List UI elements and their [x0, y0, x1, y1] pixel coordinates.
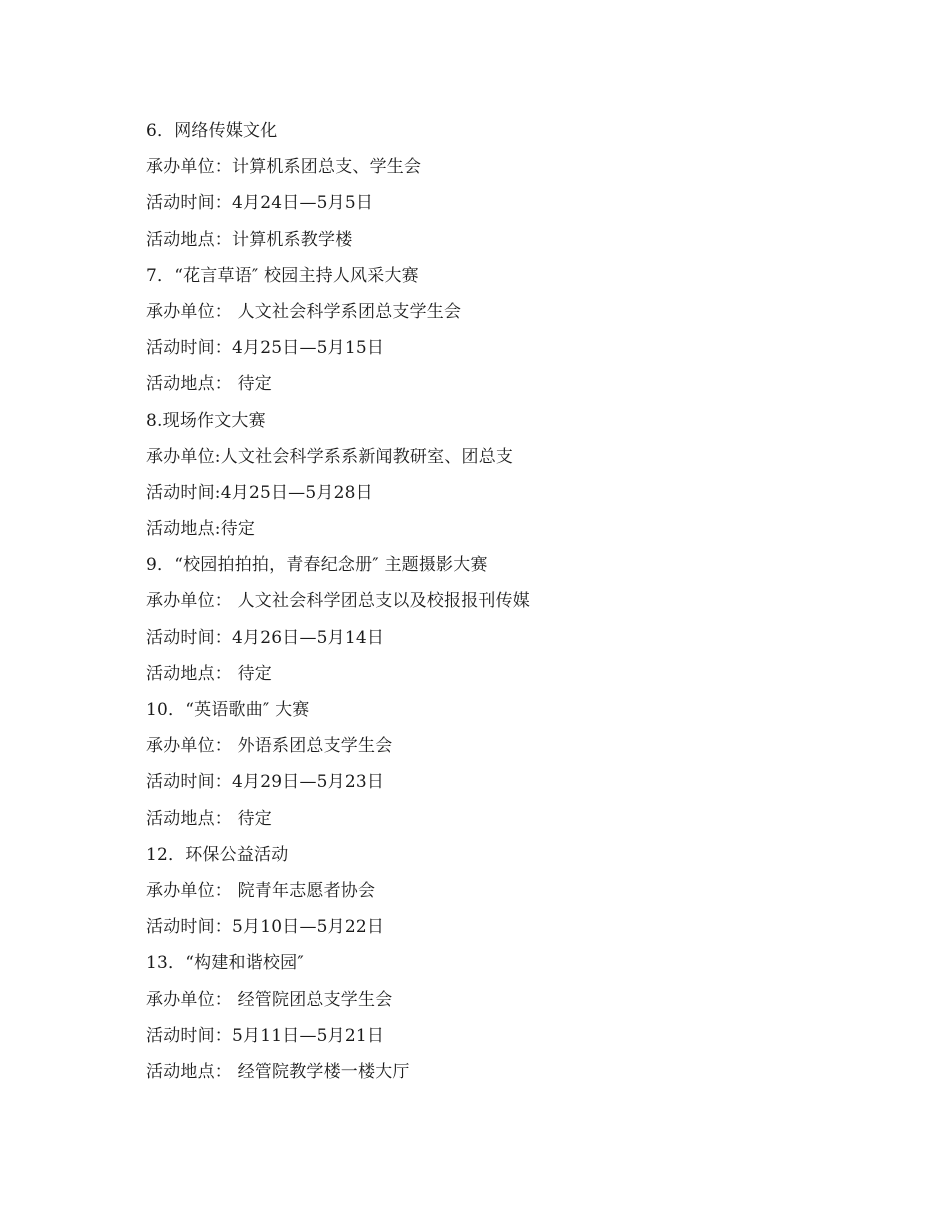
item-9-location: 活动地点： 待定: [146, 663, 273, 684]
item-12-time: 活动时间：5月10日—5月22日: [146, 917, 385, 938]
item-8-time: 活动时间:4月25日—5月28日: [146, 482, 373, 503]
item-9-time: 活动时间：4月26日—5月14日: [146, 627, 385, 648]
item-10-location: 活动地点： 待定: [146, 808, 273, 829]
item-7-organizer: 承办单位： 人文社会科学系团总支学生会: [146, 301, 462, 322]
item-7-time: 活动时间：4月25日—5月15日: [146, 338, 385, 359]
item-6-time: 活动时间：4月24日—5月5日: [146, 193, 374, 214]
item-10-organizer: 承办单位： 外语系团总支学生会: [146, 736, 393, 757]
item-7-location: 活动地点： 待定: [146, 374, 273, 395]
item-9-title: 9．“校园拍拍拍，青春纪念册″ 主题摄影大赛: [146, 555, 488, 576]
item-8-title: 8.现场作文大赛: [146, 410, 266, 431]
item-6-organizer: 承办单位：计算机系团总支、学生会: [146, 157, 422, 178]
item-12-organizer: 承办单位： 院青年志愿者协会: [146, 880, 376, 901]
item-10-time: 活动时间：4月29日—5月23日: [146, 772, 385, 793]
item-13-title: 13．“构建和谐校园″: [146, 953, 304, 974]
item-13-organizer: 承办单位： 经管院团总支学生会: [146, 989, 393, 1010]
item-9-organizer: 承办单位： 人文社会科学团总支以及校报报刊传媒: [146, 591, 531, 612]
item-6-location: 活动地点：计算机系教学楼: [146, 229, 353, 250]
item-6-title: 6．网络传媒文化: [146, 121, 278, 141]
item-8-location: 活动地点:待定: [146, 519, 256, 540]
item-13-location: 活动地点： 经管院教学楼一楼大厅: [146, 1061, 410, 1082]
item-7-title: 7．“花言草语″ 校园主持人风采大赛: [146, 265, 419, 286]
document-body: [146, 113, 866, 1090]
item-8-organizer: 承办单位:人文社会科学系系新闻教研室、团总支: [146, 446, 514, 467]
item-12-title: 12．环保公益活动: [146, 844, 289, 865]
item-13-time: 活动时间：5月11日—5月21日: [146, 1025, 385, 1046]
item-10-title: 10．“英语歌曲″ 大赛: [146, 700, 310, 720]
